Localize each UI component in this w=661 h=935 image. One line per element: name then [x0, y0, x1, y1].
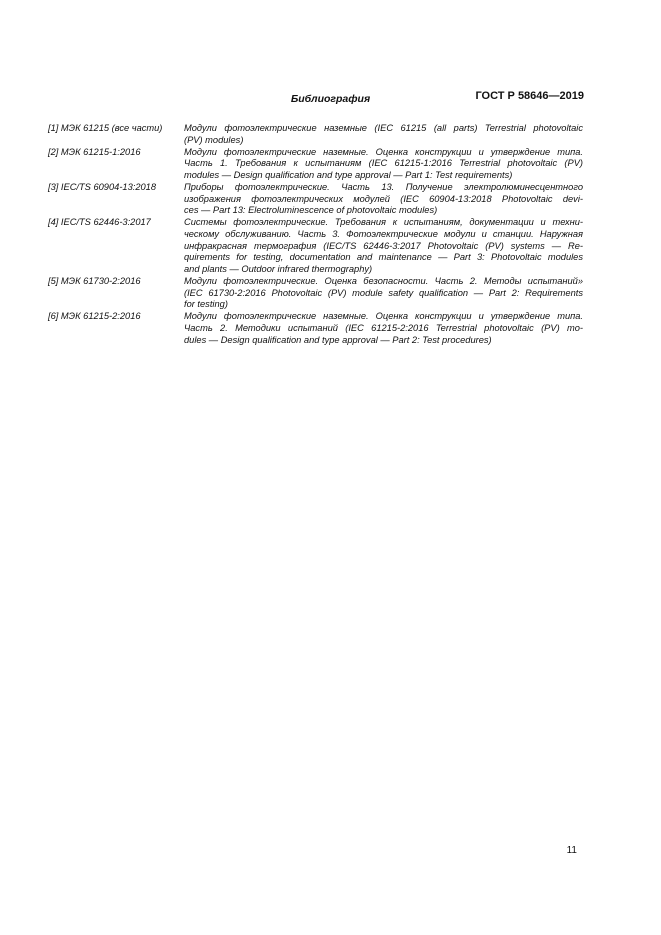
- entry-reference: [2] МЭК 61215-1:2016: [48, 146, 141, 157]
- description-line: modules — Design qualification and type approval — Part 1: Test requirements): [184, 170, 513, 180]
- description-line: Часть 1. Требования к испытаниям (IEC 61215-1:2016 Terrestrial photovoltaic (PV): [184, 158, 583, 169]
- description-line: Модули фотоэлектрические наземные. Оценка конструкции и утверждение типа.: [184, 146, 583, 157]
- description-line: Системы фотоэлектрические. Требования к испытаниям, документации и техни-: [184, 217, 583, 227]
- section-title: Библиография: [290, 93, 371, 105]
- description-line: Модули фотоэлектрические наземные (IEC 61215 (all parts) Terrestrial photovoltaic: [184, 123, 583, 133]
- entry-description: [184, 311, 583, 346]
- description-line: dules — Design qualification and type approval — Part 2: Test procedures): [184, 334, 492, 345]
- description-line: for testing): [184, 299, 228, 310]
- entry-reference: [5] МЭК 61730-2:2016: [48, 275, 141, 286]
- description-line: (PV) modules): [184, 134, 244, 145]
- entry-reference: [1] МЭК 61215 (все части): [48, 123, 163, 133]
- description-line: Часть 2. Методики испытаний (IEC 61215-2:2016 Terrestrial photovoltaic (PV) mo-: [184, 322, 583, 333]
- bibliography-list: [48, 123, 583, 346]
- bibliography-entry: [48, 123, 583, 147]
- description-line: and plants — Outdoor infrared thermography): [184, 264, 373, 274]
- entry-reference: [3] IEC/TS 60904-13:2018: [48, 181, 157, 192]
- description-line: (IEC 61730-2:2016 Photovoltaic (PV) module safety qualification — Part 2: Requirements: [184, 287, 583, 298]
- bibliography-entry: [48, 276, 583, 311]
- page-number: 11: [566, 845, 577, 856]
- entry-description: [184, 123, 583, 147]
- description-line: Модули фотоэлектрические наземные. Оценка конструкции и утверждение типа.: [184, 311, 583, 321]
- description-line: изображения фотоэлектрических модулей (IEC 60904-13:2018 Photovoltaic devi-: [184, 193, 583, 204]
- description-line: ческому обслуживанию. Часть 3. Фотоэлектрические модули и станции. Наружная: [184, 228, 583, 239]
- entry-reference: [6] МЭК 61215-2:2016: [48, 311, 141, 321]
- entry-description: [184, 147, 583, 182]
- description-line: ces — Part 13: Electroluminescence of photovoltaic modules): [184, 205, 438, 216]
- entry-description: [184, 276, 583, 311]
- entry-reference: [4] IEC/TS 62446-3:2017: [48, 217, 151, 227]
- description-line: Модули фотоэлектрические. Оценка безопасности. Часть 2. Методы испытаний»: [184, 275, 583, 286]
- standard-designation: ГОСТ Р 58646—2019: [475, 90, 584, 102]
- description-line: Приборы фотоэлектрические. Часть 13. Получение электролюминесцентного: [184, 181, 583, 192]
- entry-description: [184, 182, 583, 217]
- description-line: инфракрасная термография (IEC/TS 62446-3:2017 Photovoltaic (PV) systems — Re-: [184, 240, 583, 251]
- bibliography-entry: [48, 311, 583, 346]
- bibliography-entry: [48, 217, 583, 276]
- description-line: quirements for testing, documentation and maintenance — Part 3: Photovoltaic modules: [184, 252, 583, 263]
- entry-description: [184, 217, 583, 276]
- bibliography-entry: [48, 182, 583, 217]
- bibliography-entry: [48, 147, 583, 182]
